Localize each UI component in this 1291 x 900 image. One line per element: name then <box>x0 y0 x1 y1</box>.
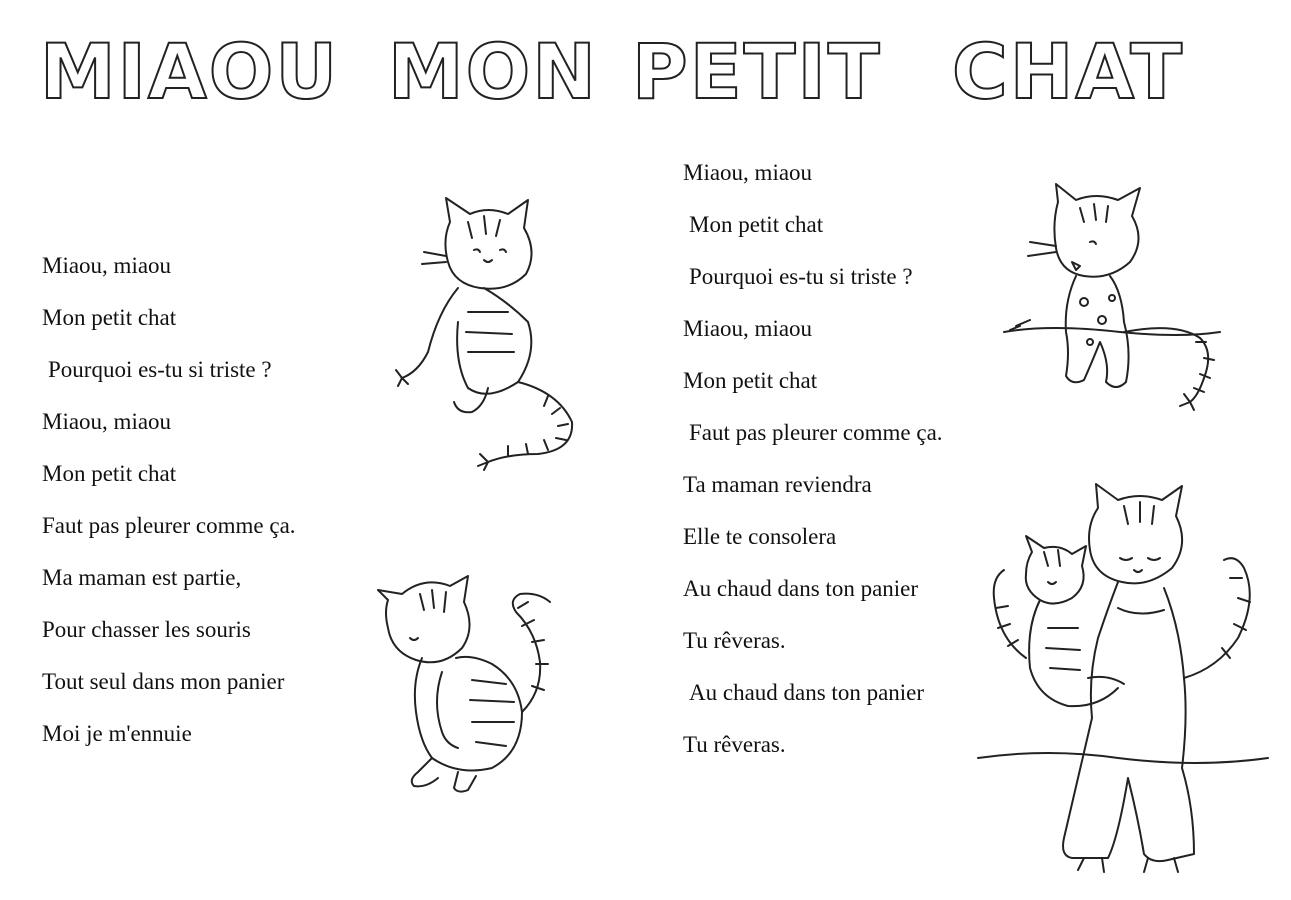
verse-line: Mon petit chat <box>689 212 824 237</box>
title-word-1: MIAOU <box>40 27 340 116</box>
verse-line: Faut pas pleurer comme ça. <box>42 513 296 538</box>
verse-line: Tu rêveras. <box>683 732 786 757</box>
verse-line: Miaou, miaou <box>42 253 172 278</box>
poem-title <box>40 22 1220 122</box>
verse-line: Ta maman reviendra <box>683 472 872 497</box>
mother-cat-holding-kitten-icon <box>968 478 1278 878</box>
left-stanza <box>42 240 296 760</box>
verse-line: Miaou, miaou <box>683 160 813 185</box>
verse-line: Pour chasser les souris <box>42 617 251 642</box>
verse-line: Tout seul dans mon panier <box>42 669 285 694</box>
verse-line: Elle te consolera <box>683 524 837 549</box>
verse-line: Moi je m'ennuie <box>42 721 192 746</box>
title-word-3: PETIT <box>632 27 882 116</box>
verse-line: Pourquoi es-tu si triste ? <box>48 357 272 382</box>
right-stanza <box>683 147 943 771</box>
verse-line: Miaou, miaou <box>683 316 813 341</box>
kitten-sitting-on-ledge-icon <box>1000 182 1230 412</box>
verse-line: Mon petit chat <box>42 461 177 486</box>
kitten-hugging-knees-icon <box>372 572 582 802</box>
verse-line: Pourquoi es-tu si triste ? <box>689 264 913 289</box>
title-word-2: MON <box>388 27 598 116</box>
verse-line: Mon petit chat <box>42 305 177 330</box>
verse-line: Tu rêveras. <box>683 628 786 653</box>
verse-line: Ma maman est partie, <box>42 565 242 590</box>
verse-line: Miaou, miaou <box>42 409 172 434</box>
verse-line: Mon petit chat <box>683 368 818 393</box>
sad-kitten-reaching-icon <box>388 192 588 472</box>
verse-line: Au chaud dans ton panier <box>683 576 919 601</box>
verse-line: Au chaud dans ton panier <box>689 680 925 705</box>
verse-line: Faut pas pleurer comme ça. <box>689 420 943 445</box>
title-word-4: CHAT <box>952 27 1185 116</box>
